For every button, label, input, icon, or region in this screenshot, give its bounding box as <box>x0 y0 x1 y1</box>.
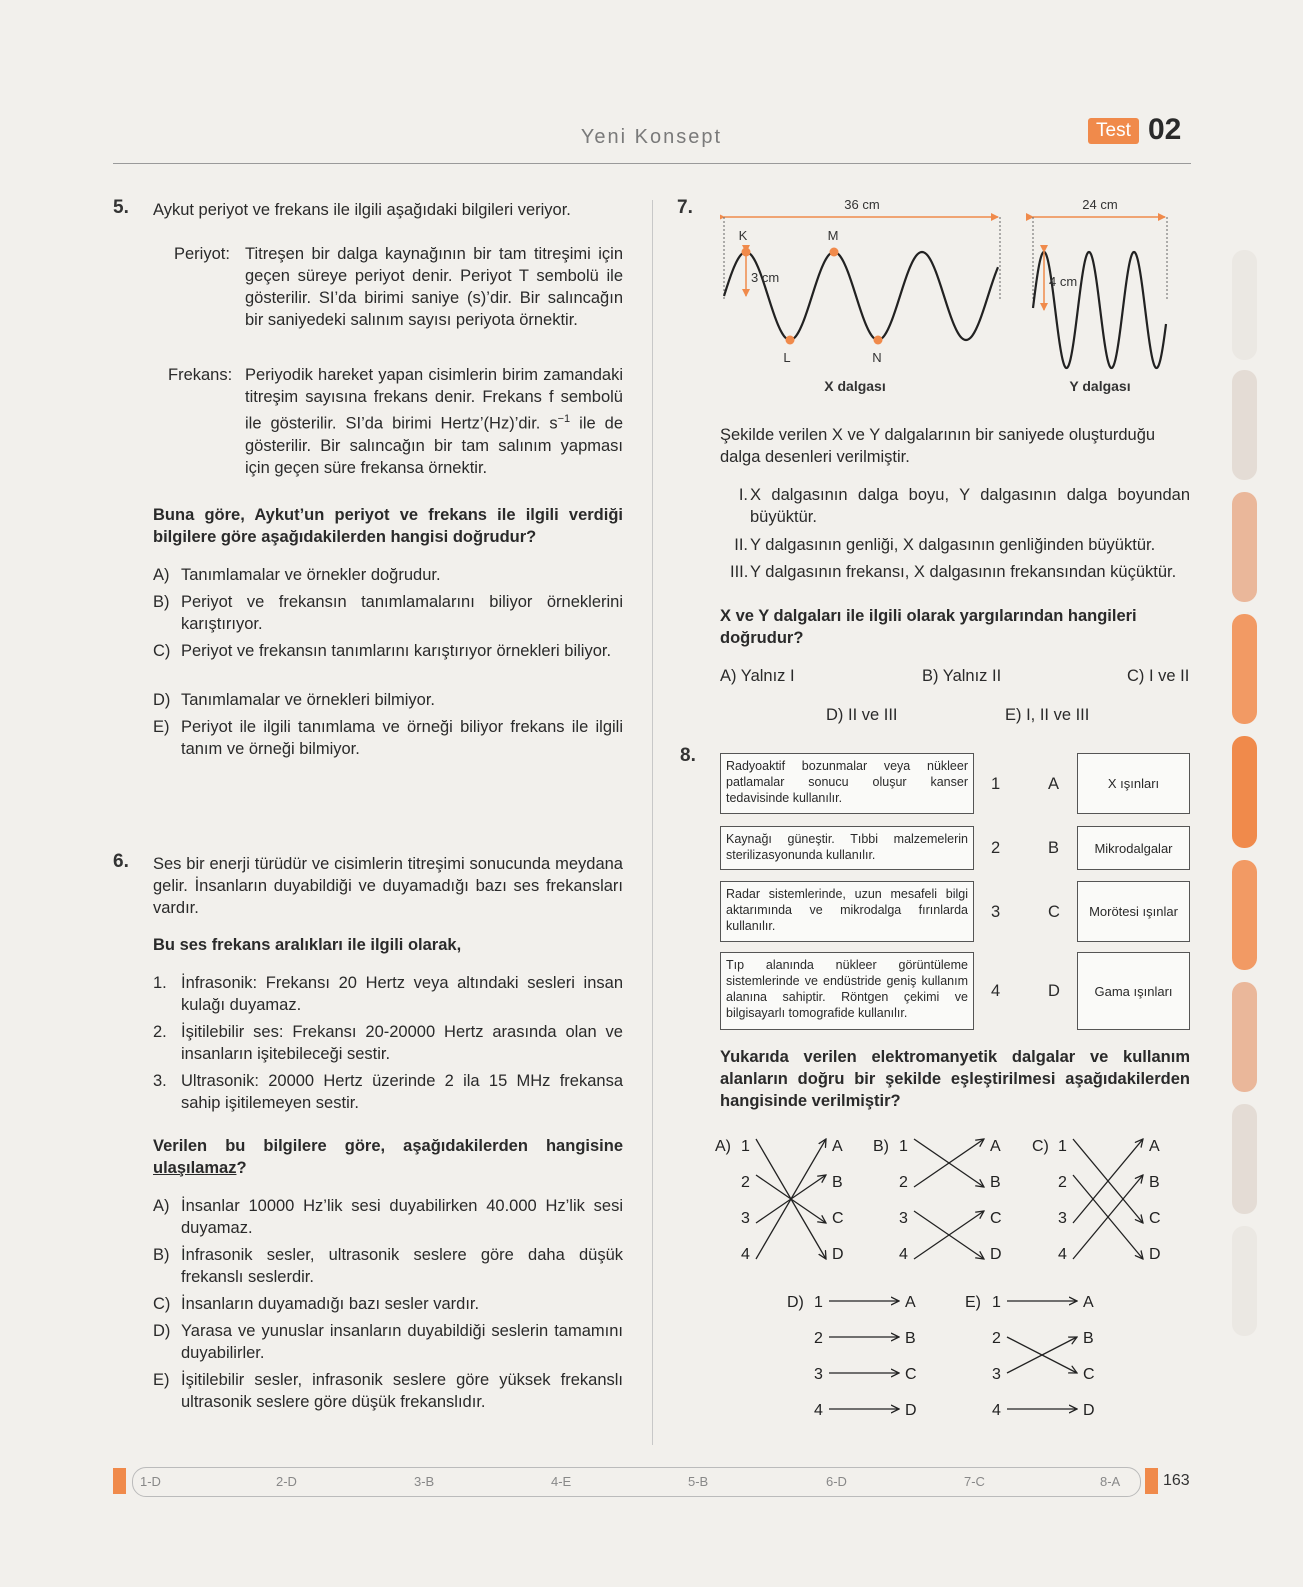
q8-option-number: 3 <box>741 1210 750 1227</box>
q8-option-letter: C <box>1149 1210 1161 1227</box>
q8-letter: D <box>1048 982 1060 1000</box>
q6-item-option <box>153 1021 623 1070</box>
option-text: İnfrasonik sesler, ultrasonik seslere göre daha düşük frekanslı seslerdir. <box>181 1246 623 1286</box>
option-letter: A) <box>153 1197 170 1215</box>
q8-option-letter: A <box>905 1294 916 1311</box>
q5-frekans-text: Periyodik hareket yapan cisimlerin birim zamandaki titreşim sayısına frekans denir. Frekans f sembolü ile gösterilir. SI’da birimi Hertz’(Hz)’dir. $s^{-1}$ ile de gösterilir. Bir salıncağın bir tam salınım yapması için geçen süre frekansa örnektir. <box>245 366 623 477</box>
q8-option-letter: D <box>832 1246 844 1263</box>
q8-option-number: 4 <box>899 1246 908 1263</box>
q6-option[interactable] <box>153 1320 623 1369</box>
q8-option-number: 3 <box>1058 1210 1067 1227</box>
q8-option-letter: B <box>1083 1330 1094 1347</box>
q8-option-number: 1 <box>899 1138 908 1155</box>
question-number: 6. <box>113 851 129 872</box>
answer-key-item: 8-A <box>1100 1474 1121 1489</box>
q8-option-number: 1 <box>992 1294 1001 1311</box>
answer-key-item: 3-B <box>414 1474 435 1489</box>
option-letter: B) <box>153 593 170 611</box>
side-tab <box>1232 1104 1257 1214</box>
option-letter: A) <box>153 566 170 584</box>
q8-option-letter: B <box>1149 1174 1160 1191</box>
q5-question: Buna göre, Aykut’un periyot ve frekans ile ilgili verdiği bilgilere göre aşağıdakilerden hangisi doğrudur? <box>153 506 623 546</box>
y-width-label: 24 cm <box>1082 197 1118 212</box>
question-number: 8. <box>680 745 696 766</box>
q8-wave-box: Gama ışınları <box>1077 952 1190 1030</box>
statement-text: Y dalgasının frekansı, X dalgasının frekansından küçüktür. <box>750 563 1177 581</box>
side-tab-active <box>1232 736 1257 848</box>
q8-option-letter: C <box>1083 1366 1095 1383</box>
label-n: N <box>872 350 882 365</box>
q8-option-number: 2 <box>741 1174 750 1191</box>
q8-option-letter: A <box>990 1138 1001 1155</box>
q8-option-number: 4 <box>992 1402 1001 1419</box>
answer-key-item: 1-D <box>140 1474 161 1489</box>
option-text: Periyot ve frekansın tanımlamalarını biliyor örneklerini karıştırıyor. <box>181 593 623 633</box>
statement-text: Y dalgasının genliği, X dalgasının genliğinden büyüktür. <box>750 536 1156 554</box>
q8-description-box: Tıp alanında nükleer görüntüleme sistemlerinde ve endüstride geniş kullanım alanına sahiptir. Röntgen çekimi ve bilgisayarlı tomografide kullanılır. <box>720 952 974 1030</box>
x-wave <box>724 252 998 340</box>
x-wave-caption: X dalgası <box>824 378 886 394</box>
q7-option-e[interactable]: E) I, II ve III <box>1005 706 1090 724</box>
q6-subhead: Bu ses frekans aralıkları ile ilgili olarak, <box>153 936 462 954</box>
q8-option-number: 4 <box>741 1246 750 1263</box>
option-letter: C) <box>153 1295 171 1313</box>
q8-option-letter: D <box>905 1402 917 1419</box>
x-amplitude-label: 3 cm <box>751 270 780 285</box>
option-letter: E) <box>153 1371 170 1389</box>
answer-key-item: 5-B <box>688 1474 709 1489</box>
q5-periyot-text: Titreşen bir dalga kaynağının bir tam titreşimi için geçen süreye periyot denir. Periyot T sembolü ile gösterilir. SI’da birimi saniye (s)’dir. Bir salıncağın bir saniyedeki salınım sayısı periyota örnektir. <box>245 245 623 329</box>
q8-number: 1 <box>991 774 1001 793</box>
q8-letter: A <box>1048 774 1060 793</box>
q6-question: Verilen bu bilgilere göre, aşağıdakilerden hangisine ulaşılamaz? <box>153 1137 623 1177</box>
q8-option-number: 2 <box>992 1330 1001 1347</box>
q5-frekans-label: Frekans: <box>168 366 233 384</box>
side-tab <box>1232 492 1257 602</box>
q8-option-number: 3 <box>814 1366 823 1383</box>
label-m: M <box>827 228 839 243</box>
option-letter: 2. <box>153 1023 167 1041</box>
option-letter: D) <box>153 1322 171 1340</box>
wave-figure <box>720 190 1190 405</box>
option-letter: D) <box>153 691 171 709</box>
q6-option[interactable] <box>153 1195 623 1244</box>
q8-option-number: 2 <box>1058 1174 1067 1191</box>
option-text: Periyot ve frekansın tanımlarını karıştırıyor örnekleri biliyor. <box>181 642 612 660</box>
column-divider <box>652 200 653 1445</box>
point-m <box>830 248 839 257</box>
side-tab <box>1232 860 1257 970</box>
q8-option-number: 4 <box>814 1402 823 1419</box>
option-text: İşitilebilir ses: Frekansı 20-20000 Hertz arasında olan ve insanların işitebileceği sestir. <box>181 1023 623 1063</box>
q7-option-d[interactable]: D) II ve III <box>826 706 898 724</box>
q8-option-label[interactable]: E) <box>965 1294 981 1311</box>
q8-description-box: Kaynağı güneştir. Tıbbi malzemelerin sterilizasyonunda kullanılır. <box>720 826 974 870</box>
q8-wave-box: Mikrodalgalar <box>1077 826 1190 870</box>
q8-letter: C <box>1048 902 1060 921</box>
answer-key-item: 4-E <box>551 1474 572 1489</box>
q6-option[interactable] <box>153 1293 623 1320</box>
q8-option-letter: A <box>832 1138 843 1155</box>
point-l <box>786 336 795 345</box>
option-letter: 1. <box>153 974 167 992</box>
test-badge: Test <box>1088 118 1139 144</box>
answer-key-item: 7-C <box>964 1474 985 1489</box>
q7-option-a[interactable]: A) Yalnız I <box>720 667 795 685</box>
q8-option-letter: B <box>832 1174 843 1191</box>
point-n <box>874 336 883 345</box>
q8-option-letter: B <box>905 1330 916 1347</box>
q8-option-number: 4 <box>1058 1246 1067 1263</box>
y-wave-caption: Y dalgası <box>1069 378 1131 394</box>
q8-number: 2 <box>991 839 1001 857</box>
q7-option-b[interactable]: B) Yalnız II <box>922 667 1002 685</box>
option-letter: C) <box>153 642 171 660</box>
q6-intro: Ses bir enerji türüdür ve cisimlerin titreşimi sonucunda meydana gelir. İnsanların duyabildiği ve duyamadığı bazı ses frekansları vardır. <box>153 855 623 917</box>
q8-option-number: 3 <box>992 1366 1001 1383</box>
q7-option-c[interactable]: C) I ve II <box>1127 667 1190 685</box>
q8-option-letter: D <box>1083 1402 1095 1419</box>
option-text: İşitilebilir sesler, infrasonik seslere göre yüksek frekanslı ultrasonik seslere göre düşük frekanslıdır. <box>181 1371 623 1411</box>
x-width-label: 36 cm <box>844 197 880 212</box>
q8-wave-box: X ışınları <box>1077 753 1190 814</box>
q7-intro: Şekilde verilen X ve Y dalgalarının bir saniyede oluşturduğu dalga desenleri verilmiştir. <box>720 426 1156 466</box>
option-letter: 3. <box>153 1072 167 1090</box>
q8-question: Yukarıda verilen elektromanyetik dalgalar ve kullanım alanların doğru bir şekilde eşleştirilmesi aşağıdakilerden hangisinde verilmiştir? <box>720 1048 1190 1110</box>
label-k: K <box>738 228 748 243</box>
answer-key-item: 6-D <box>826 1474 847 1489</box>
q8-option-letter: D <box>990 1246 1002 1263</box>
q8-wave-box: Morötesi ışınlar <box>1077 881 1190 942</box>
statement-number: III. <box>730 563 749 581</box>
q5-option[interactable] <box>153 716 623 765</box>
q8-option-letter: A <box>1149 1138 1160 1155</box>
q6-option[interactable] <box>153 1369 623 1418</box>
option-text: Periyot ile ilgili tanımlama ve örneği biliyor frekans ile ilgili tanım ve örneği bilmiyor. <box>181 718 623 758</box>
q8-option-letter: C <box>905 1366 917 1383</box>
q8-option-number: 1 <box>814 1294 823 1311</box>
option-text: İnsanlar 10000 Hz’lik sesi duyabilirken 40.000 Hz’lik sesi duyamaz. <box>181 1197 623 1237</box>
footer-mark-left <box>113 1468 126 1494</box>
option-letter: B) <box>153 1246 170 1264</box>
q8-description-box: Radyoaktif bozunmalar veya nükleer patlamalar sonucu oluşur kanser tedavisinde kullanılır. <box>720 753 974 814</box>
q8-description-box: Radar sistemlerinde, uzun mesafeli bilgi aktarımında ve mikrodalga fırınlarda kullanılır. <box>720 881 974 942</box>
side-tab <box>1232 370 1257 480</box>
q5-option[interactable] <box>153 640 623 689</box>
side-tab <box>1232 1226 1257 1336</box>
option-text: Tanımlamalar ve örnekleri bilmiyor. <box>181 691 436 709</box>
page-number: 163 <box>1163 1472 1190 1489</box>
page-header-title: Yeni Konsept <box>580 126 723 148</box>
q6-option[interactable] <box>153 1244 623 1293</box>
statement-text: X dalgasının dalga boyu, Y dalgasının dalga boyundan büyüktür. <box>750 486 1190 526</box>
q6-item-option <box>153 1070 623 1119</box>
q5-option[interactable] <box>153 591 623 640</box>
q7-question: X ve Y dalgaları ile ilgili olarak yargılarından hangileri doğrudur? <box>720 607 1137 647</box>
point-k <box>742 248 751 257</box>
question-number: 5. <box>113 197 129 218</box>
y-wave <box>1033 252 1166 368</box>
q8-number: 4 <box>991 982 1001 1000</box>
q8-option-letter: C <box>990 1210 1002 1227</box>
option-text: Tanımlamalar ve örnekler doğrudur. <box>181 566 441 584</box>
q8-option-number: 1 <box>741 1138 750 1155</box>
q8-options-diagram <box>715 1137 1195 1437</box>
statement-number: II. <box>734 536 748 554</box>
q6-item-option <box>153 972 623 1021</box>
q8-option-letter: C <box>832 1210 844 1227</box>
side-tab <box>1232 614 1257 724</box>
q5-periyot-label: Periyot: <box>174 245 230 263</box>
test-number: 02 <box>1148 113 1182 146</box>
option-letter: E) <box>153 718 170 736</box>
y-amplitude-label: 4 cm <box>1049 274 1078 289</box>
q8-option-letter: D <box>1149 1246 1161 1263</box>
header-divider <box>113 163 1191 164</box>
q5-intro: Aykut periyot ve frekans ile ilgili aşağıdaki bilgileri veriyor. <box>153 201 571 219</box>
option-text: İnsanların duyamadığı bazı sesler vardır. <box>181 1295 480 1313</box>
q8-option-number: 2 <box>899 1174 908 1191</box>
statement-number: I. <box>738 486 748 504</box>
option-text: Ultrasonik: 20000 Hertz üzerinde 2 ila 15 MHz frekansa sahip işitilemeyen sestir. <box>181 1072 623 1112</box>
question-number: 7. <box>677 197 693 218</box>
q8-option-label[interactable]: A) <box>715 1138 731 1155</box>
answer-key-item: 2-D <box>276 1474 297 1489</box>
q8-option-number: 1 <box>1058 1138 1067 1155</box>
q8-option-number: 3 <box>899 1210 908 1227</box>
footer-mark-right <box>1145 1468 1158 1494</box>
side-tab <box>1232 982 1257 1092</box>
q5-option[interactable] <box>153 564 623 591</box>
q5-option[interactable] <box>153 689 623 716</box>
q8-option-letter: A <box>1083 1294 1094 1311</box>
option-text: Yarasa ve yunuslar insanların duyabildiği seslerin tamamını duyabilirler. <box>181 1322 623 1362</box>
option-text: İnfrasonik: Frekansı 20 Hertz veya altındaki sesleri insan kulağı duyamaz. <box>181 974 623 1014</box>
q8-option-label[interactable]: B) <box>873 1138 889 1155</box>
q8-option-label[interactable]: C) <box>1032 1138 1049 1155</box>
q8-option-letter: B <box>990 1174 1001 1191</box>
q8-option-number: 2 <box>814 1330 823 1347</box>
q8-letter: B <box>1048 839 1060 857</box>
q8-option-label[interactable]: D) <box>787 1294 804 1311</box>
q8-number: 3 <box>991 902 1001 921</box>
side-tab <box>1232 250 1257 360</box>
label-l: L <box>783 350 791 365</box>
